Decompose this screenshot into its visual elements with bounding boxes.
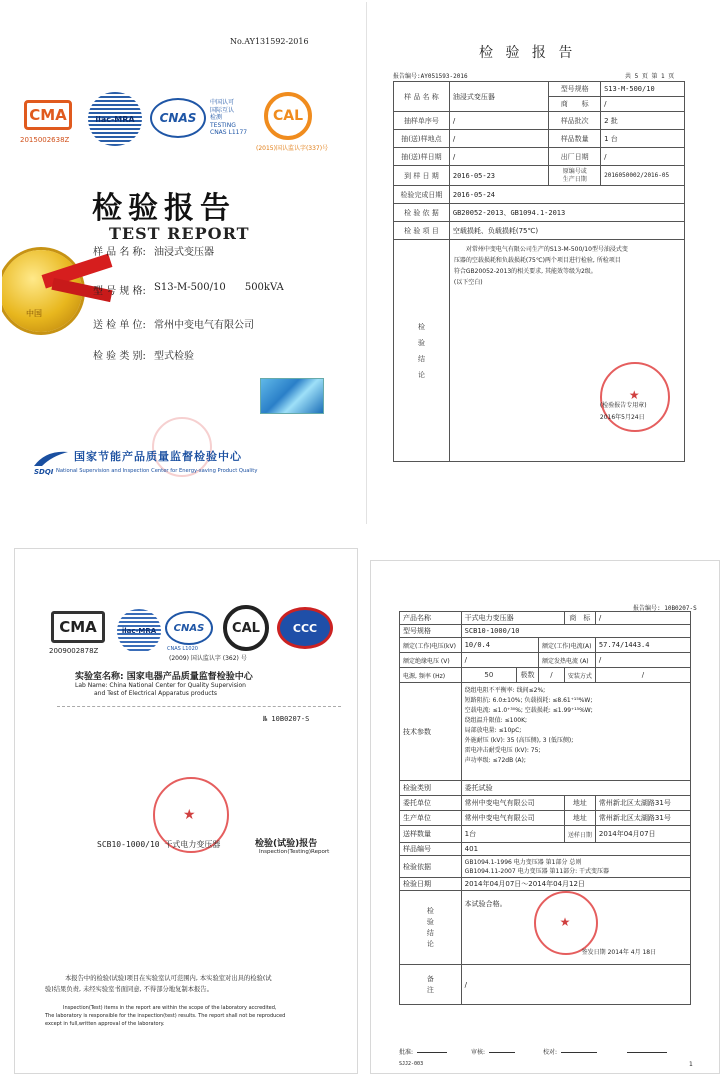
cell-voltage-label: 额定(工作)电压(kV) <box>400 638 462 653</box>
tech-line: 绕组电阻不平衡率: 线间≤2%; <box>464 687 546 694</box>
report-title-en-3: Inspection(Testing)Report <box>259 849 330 855</box>
cell-basis-label: 检验依据 <box>400 856 462 878</box>
note-en-1: Inspection(Test) items in the report are within the scope of the laboratory accredited, <box>63 1005 277 1011</box>
org-name-cn: 国家节能产品质量监督检验中心 <box>74 450 242 463</box>
field-client-label: 送 检 单 位: <box>93 320 146 331</box>
cell-heating-value: / <box>595 653 690 668</box>
report-number: No.AY131592-2016 <box>230 37 309 46</box>
page4-conclusion-label: 检 验 结 论 <box>400 891 462 965</box>
footer-code: SJJ2-003 <box>399 1061 424 1067</box>
cell-sample-no-value: 401 <box>461 843 690 856</box>
cal-logo: CAL <box>264 92 312 140</box>
field-model-value: S13-M-500/10 500kVA <box>154 282 284 293</box>
note-cn-2: 验)结果负责, 未经实验室书面同意, 不得部分地复制本报告。 <box>45 986 213 993</box>
cell-maker-label: 生产单位 <box>400 811 462 826</box>
cell-date-label: 送样日期 <box>564 826 595 843</box>
cal-code-3: (2009) 国认监认字 (362) 号 <box>169 655 247 662</box>
cell-poles-value: / <box>538 668 564 683</box>
cell-label-factory-date: 出厂日期 <box>549 148 601 166</box>
cell-qty-label: 送样数量 <box>400 826 462 843</box>
cell-date-value: 2014年04月07日 <box>595 826 690 843</box>
cell-product-value: 干式电力变压器 <box>461 612 564 625</box>
cell-label-original-no: 原编号或 生产日期 <box>549 166 601 186</box>
page4-sign-date: 签发日期 2014年 4月 18日 <box>581 949 657 956</box>
cell-test-date-label: 检验日期 <box>400 878 462 891</box>
sdqi-abbr: SDQI <box>34 468 54 476</box>
cell-client-label: 委托单位 <box>400 796 462 811</box>
cell-heating-label: 额定发热电流 (A) <box>538 653 595 668</box>
cell-current-value: 57.74/1443.4 <box>595 638 690 653</box>
page2-page-info: 共 5 页 第 1 页 <box>625 73 675 80</box>
cell-label-sample: 样 品 名 称 <box>394 82 450 112</box>
report-summary-page-2 <box>366 2 722 524</box>
cma-code: 2015002638Z <box>20 136 70 144</box>
page4-table <box>399 611 691 1005</box>
note-en-2: The laboratory is responsible for the inspection(test) results. The report shall not be reproduced <box>45 1013 286 1019</box>
footer-approve: 批准: <box>399 1049 414 1056</box>
cnas-sub-3: CNAS L1020 <box>167 646 198 652</box>
remark-label: 备 注 <box>400 965 462 1005</box>
cell-value-place: / <box>449 130 548 148</box>
note-en-3: except in full,written approval of the laboratory. <box>45 1021 165 1027</box>
stamp-date: 2016年5月24日 <box>599 414 645 421</box>
footer-review: 审核: <box>471 1049 486 1056</box>
cell-label-completion-date: 检验完成日期 <box>394 186 450 204</box>
ccc-logo-3: CCC <box>277 607 333 649</box>
cell-value-original-no: 2016050002/2016-05 <box>601 166 685 186</box>
cell-maker-addr-value: 常州新北区太湖路31号 <box>595 811 690 826</box>
page4-stamp-star: ★ <box>559 915 571 929</box>
cnas-logo: CNAS <box>150 98 206 138</box>
tech-line: 空载电流: ≤1.0⁺³⁰%; 空载损耗: ≤1.99⁺¹⁵%W; <box>464 707 593 714</box>
cell-category-value: 委托试验 <box>461 781 690 796</box>
footer-approve-signature <box>417 1043 447 1053</box>
cell-model-label: 型号规格 <box>400 625 462 638</box>
cal-logo-3: CAL <box>223 605 269 651</box>
field-sample-label: 样 品 名 称: <box>93 247 146 258</box>
cell-install-label: 安装方式 <box>564 668 595 683</box>
product-name-3: SCB10-1000/10 干式电力变压器 <box>97 840 221 849</box>
tech-line: 外施耐压 (kV): 35 (高压侧), 3 (低压侧); <box>464 737 574 744</box>
cma-code-3: 2009002878Z <box>49 647 99 655</box>
tech-line: 短路阻抗: 6.0±10%; 负载损耗: ≤8.61⁺¹⁵%W; <box>464 697 593 704</box>
cell-label-brand: 商 标 <box>549 97 601 112</box>
cell-value-sampling-no: / <box>449 112 548 130</box>
report-title-cn-3: 检验(试验)报告 <box>255 839 318 849</box>
cell-label-sampling-no: 抽样单序号 <box>394 112 450 130</box>
cell-client-addr-label: 地址 <box>564 796 595 811</box>
footer-extra-signature <box>627 1041 667 1053</box>
cell-product-label: 产品名称 <box>400 612 462 625</box>
cell-client-value: 常州中变电气有限公司 <box>461 796 564 811</box>
basis-line-2: GB1094.11-2007 电力变压器 第11部分: 干式变压器 <box>464 867 610 875</box>
cell-label-batch: 样品批次 <box>549 112 601 130</box>
org-name-en: National Supervision and Inspection Center for Energy-saving Product Quality <box>56 468 258 474</box>
cell-freq-value: 50 <box>461 668 516 683</box>
cell-tech-label: 技术参数 <box>400 683 462 781</box>
cell-value-model: S13-M-500/10 <box>601 82 685 97</box>
cell-voltage-value: 10/0.4 <box>461 638 538 653</box>
conclusion-line-3: 符合GB20052-2013的相关要求, 其能效等级为2级。 <box>453 268 597 275</box>
report-cover-page-3 <box>14 548 358 1074</box>
footer-check-signature <box>561 1041 597 1053</box>
cell-test-date-value: 2014年04月07日～2014年04月12日 <box>461 878 690 891</box>
cell-label-place: 抽(送)样地点 <box>394 130 450 148</box>
cell-tech-value <box>461 683 690 781</box>
cnas-side-text: 中国认可 国际互认 检测 TESTING CNAS L1177 <box>210 99 248 136</box>
note-cn-1: 本报告中的检验(试验)项目在实验室认可范围内, 本实验室对出具的检验(试 <box>65 975 272 982</box>
field-client-value: 常州中变电气有限公司 <box>154 320 254 331</box>
cell-maker-value: 常州中变电气有限公司 <box>461 811 564 826</box>
page4-conclusion-text: 本试验合格。 <box>464 900 507 908</box>
conclusion-label: 检 验 结 论 <box>394 240 450 462</box>
cell-value-basis: GB20052-2013、GB1094.1-2013 <box>449 204 684 222</box>
cell-current-label: 额定(工作)电流(A) <box>538 638 595 653</box>
cell-value-sample: 油浸式变压器 <box>449 82 548 112</box>
footer-review-signature <box>489 1041 515 1053</box>
cell-value-factory-date: / <box>601 148 685 166</box>
report-title-en: TEST REPORT <box>109 224 250 243</box>
cell-qty-value: 1台 <box>461 826 564 843</box>
tech-line: 局部放电量: ≤10pC; <box>464 727 522 734</box>
report-detail-page-4 <box>370 560 720 1074</box>
cell-value-items: 空载损耗、负载损耗(75℃) <box>449 222 684 240</box>
cell-value-arrival-date: 2016-05-23 <box>449 166 548 186</box>
page-number: 1 <box>689 1061 693 1068</box>
cma-logo: CMA <box>24 100 72 130</box>
cell-insulation-value: / <box>461 653 538 668</box>
cal-code: (2015)国认监认字(337)号 <box>256 145 329 152</box>
sdqi-logo <box>32 448 70 468</box>
cell-label-sampling-date: 抽(送)样日期 <box>394 148 450 166</box>
lab-name-cn: 实验室名称: 国家电器产品质量监督检验中心 <box>75 672 253 682</box>
report-number-3: № 10B0207-S <box>263 715 310 723</box>
cell-insulation-label: 额定绝缘电压 (V) <box>400 653 462 668</box>
cell-maker-addr-label: 地址 <box>564 811 595 826</box>
report-cover-page-1 <box>2 2 358 520</box>
stamp-caption: (检验报告专用章) <box>599 402 647 409</box>
cell-install-value: / <box>595 668 690 683</box>
basis-line-1: GB1094.1-1996 电力变压器 第1部分 总则 <box>464 858 582 866</box>
lab-name-en-1: Lab Name: China National Center for Quality Supervision <box>75 682 246 689</box>
page2-table <box>393 81 685 462</box>
cell-label-model: 型号规格 <box>549 82 601 97</box>
cell-client-addr-value: 常州新北区太湖路31号 <box>595 796 690 811</box>
cell-value-quantity: 1 台 <box>601 130 685 148</box>
cell-value-completion-date: 2016-05-24 <box>449 186 684 204</box>
cell-basis-value <box>461 856 690 878</box>
field-sample-value: 油浸式变压器 <box>154 247 214 258</box>
page2-report-number: 报告编号:AY051593-2016 <box>393 73 468 80</box>
page2-title: 检 验 报 告 <box>479 45 577 61</box>
cell-brand-label: 商 标 <box>564 612 595 625</box>
footer-check: 校对: <box>543 1049 558 1056</box>
conclusion-cell <box>449 240 684 462</box>
remark-value: / <box>461 965 690 1005</box>
ilac-mra-logo: ilac-MRA <box>88 92 142 146</box>
conclusion-line-1: 对常州中变电气有限公司生产的S13-M-500/10型号油浸式变 <box>465 246 628 253</box>
cell-label-arrival-date: 到 样 日 期 <box>394 166 450 186</box>
cell-sample-no-label: 样品编号 <box>400 843 462 856</box>
stamp-star: ★ <box>628 388 640 402</box>
cell-model-value: SCB10-1000/10 <box>461 625 690 638</box>
conclusion-line-4: (以下空白) <box>453 279 483 286</box>
field-type-value: 型式检验 <box>154 351 194 362</box>
cell-value-brand: / <box>601 97 685 112</box>
cell-label-items: 检 验 项 目 <box>394 222 450 240</box>
page4-conclusion-cell <box>461 891 690 965</box>
field-type-label: 检 验 类 别: <box>93 351 146 362</box>
ilac-mra-logo-3: ilac-MRA <box>117 609 161 653</box>
cell-poles-label: 极数 <box>517 668 539 683</box>
cma-logo-3: CMA <box>51 611 105 643</box>
field-model-label: 型 号 规 格: <box>93 286 146 297</box>
cell-freq-label: 电源, 频率 (Hz) <box>400 668 462 683</box>
cell-label-quantity: 样品数量 <box>549 130 601 148</box>
badge-text: 中国 <box>26 309 42 318</box>
report-title-cn: 检验报告 <box>92 191 236 226</box>
header-rule <box>57 706 341 707</box>
cell-value-sampling-date: / <box>449 148 548 166</box>
cell-brand-value: / <box>595 612 690 625</box>
conclusion-line-2: 压器的空载损耗和负载损耗(75℃)两个项目进行检验, 所检项目 <box>453 257 621 264</box>
page4-report-number: 报告编号: 10B0207-S <box>633 605 697 612</box>
tech-line: 雷电冲击耐受电压 (kV): 75; <box>464 747 541 754</box>
hologram-sticker <box>260 378 324 414</box>
cnas-logo-3: CNAS <box>165 611 213 645</box>
lab-stamp-star: ★ <box>183 807 196 823</box>
tech-line: 声功率级: ≤72dB (A); <box>464 757 526 764</box>
lab-name-en-2: and Test of Electrical Apparatus products <box>94 690 218 697</box>
cell-category-label: 检验类别 <box>400 781 462 796</box>
tech-line: 绕组温升限值: ≤100K; <box>464 717 528 724</box>
cell-value-batch: 2 批 <box>601 112 685 130</box>
cell-label-basis: 检 验 依 据 <box>394 204 450 222</box>
